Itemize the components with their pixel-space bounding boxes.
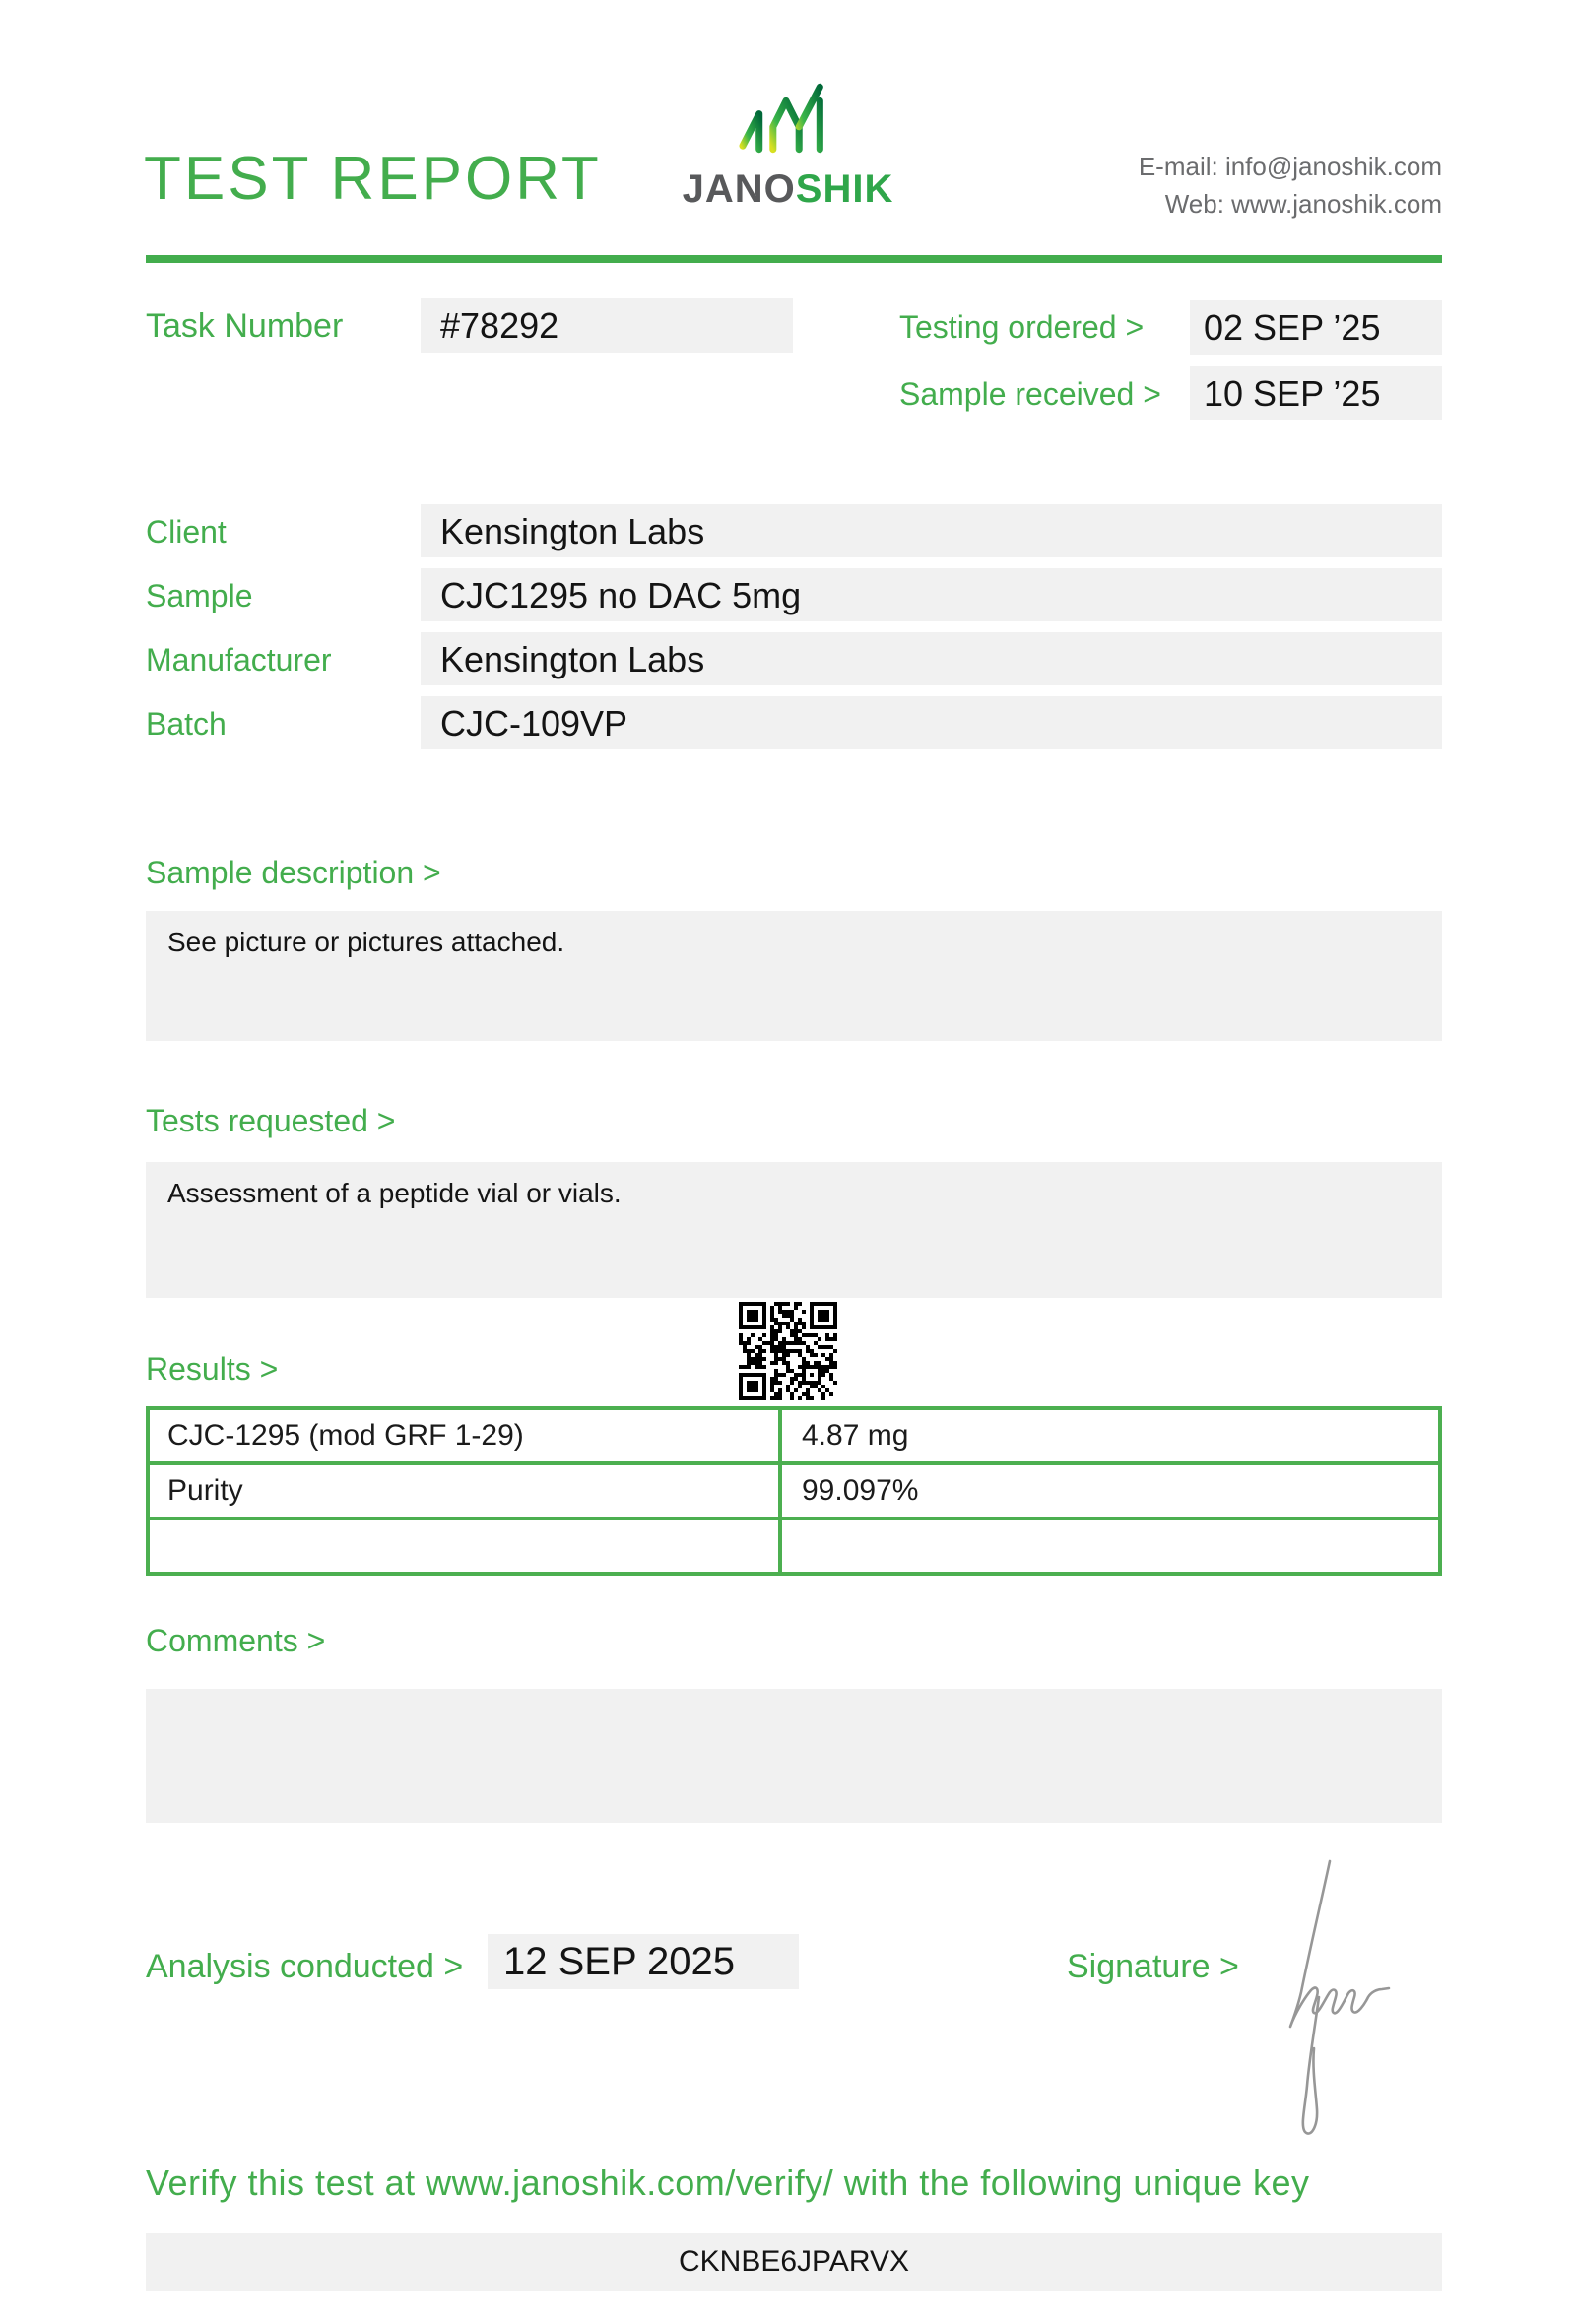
- result-value: 99.097%: [802, 1474, 919, 1507]
- result-value: 4.87 mg: [802, 1419, 909, 1452]
- result-value: [782, 1520, 1438, 1572]
- table-row: [150, 1520, 1438, 1572]
- table-row: [150, 1410, 1438, 1465]
- manufacturer-value: Kensington Labs: [440, 639, 705, 679]
- client-label: Client: [146, 514, 227, 549]
- sample-received-box: [1190, 366, 1442, 420]
- signature-label: Signature >: [1067, 1948, 1239, 1985]
- batch-box: [421, 696, 1442, 749]
- page-title: TEST REPORT: [144, 145, 602, 213]
- results-heading: Results >: [146, 1351, 279, 1387]
- client-value: Kensington Labs: [440, 511, 705, 551]
- task-number-label: Task Number: [146, 307, 344, 345]
- janoshik-wordmark: [678, 167, 898, 212]
- sample-box: [421, 568, 1442, 621]
- tests-requested-text: Assessment of a peptide vial or vials.: [167, 1178, 622, 1208]
- task-number-box: [421, 298, 793, 353]
- sample-description-heading: Sample description >: [146, 855, 441, 890]
- verify-key-box: [146, 2233, 1442, 2291]
- manufacturer-box: [421, 632, 1442, 685]
- sample-description-text: See picture or pictures attached.: [167, 927, 565, 957]
- header-divider: [146, 255, 1442, 263]
- comments-box: [146, 1689, 1442, 1823]
- tests-requested-box: [146, 1162, 1442, 1298]
- batch-label: Batch: [146, 706, 227, 742]
- wordmark-jano: JANO: [682, 167, 796, 211]
- analysis-conducted-label: Analysis conducted >: [146, 1948, 464, 1985]
- wordmark-shik: SHIK: [795, 167, 894, 211]
- janoshik-chart-logo-icon: [735, 75, 837, 161]
- sample-received-value: 10 SEP ’25: [1204, 373, 1381, 414]
- contact-web: Web: www.janoshik.com: [1164, 189, 1442, 219]
- signature-image: [1266, 1849, 1413, 2145]
- manufacturer-label: Manufacturer: [146, 642, 332, 678]
- testing-ordered-label: Testing ordered >: [899, 309, 1145, 345]
- analysis-date-value: 12 SEP 2025: [503, 1940, 736, 1983]
- client-box: [421, 504, 1442, 557]
- result-name: [150, 1520, 782, 1572]
- sample-value: CJC1295 no DAC 5mg: [440, 575, 802, 615]
- qr-code: [739, 1302, 837, 1400]
- verify-key-value: CKNBE6JPARVX: [679, 2245, 909, 2278]
- contact-block: [1139, 148, 1442, 223]
- table-row: [150, 1465, 1438, 1520]
- sample-received-label: Sample received >: [899, 376, 1161, 412]
- sample-description-box: [146, 911, 1442, 1041]
- result-name: Purity: [150, 1465, 782, 1517]
- task-number-value: #78292: [440, 305, 559, 346]
- batch-value: CJC-109VP: [440, 703, 628, 743]
- testing-ordered-value: 02 SEP ’25: [1204, 307, 1381, 348]
- verify-instruction: Verify this test at www.janoshik.com/verify/ with the following unique key: [146, 2163, 1310, 2203]
- tests-requested-heading: Tests requested >: [146, 1103, 396, 1138]
- analysis-date-box: [488, 1934, 799, 1989]
- testing-ordered-box: [1190, 300, 1442, 355]
- sample-label: Sample: [146, 578, 253, 613]
- comments-heading: Comments >: [146, 1623, 326, 1658]
- contact-email: E-mail: info@janoshik.com: [1138, 152, 1442, 181]
- results-table: [146, 1406, 1442, 1576]
- result-name: CJC-1295 (mod GRF 1-29): [150, 1410, 782, 1461]
- comments-text: [146, 1689, 1442, 1720]
